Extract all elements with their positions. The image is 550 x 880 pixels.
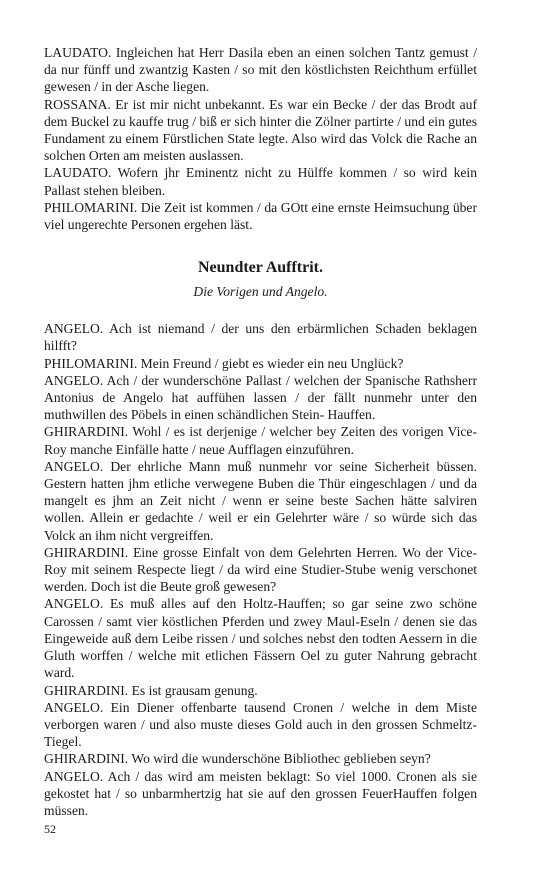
speech-block-bottom (44, 320, 477, 819)
page-number: 52 (44, 822, 56, 836)
scene-heading: Neundter Aufftrit. (197, 259, 324, 277)
scene-subheading: Die Vorigen und Angelo. (193, 284, 328, 300)
speech-rossana-1: ROSSANA. Er ist mir nicht unbekannt. Es war ein Becke / der das Brodt auf dem Buckel zu kauffe trug / biß er sich hinter die Zölner partirte / und ein gutes Fundament zu einem Fürstlichen State legte. Also wird das Volck die Rache an solchen Orten am meisten auslassen. (44, 96, 477, 164)
speech-angelo-5: ANGELO. Ein Diener offenbarte tausend Cronen / welche in dem Miste verborgen waren / und also muste dieses Gold auch in den grossen Schmeltz- Tiegel. (44, 699, 477, 750)
speech-philomarini-1: PHILOMARINI. Die Zeit ist kommen / da GOtt eine ernste Heimsuchung über viel ungerechte Personen ergehen läst. (44, 199, 477, 233)
speech-ghirardini-2: GHIRARDINI. Eine grosse Einfalt von dem Gelehrten Herren. Wo der Vice-Roy mit seinem Respecte liegt / da wird eine Studier-Stube wenig verschonet werden. Doch ist die Beute groß gewesen? (44, 544, 477, 595)
speech-laudato-1: LAUDATO. Ingleichen hat Herr Dasila eben an einen solchen Tantz gemust / da nur fünff und zwantzig Kasten / so mit den köstlichsten Reichthum erfüllet gewesen / in der Asche liegen. (44, 45, 477, 95)
speech-angelo-2: ANGELO. Ach / der wunderschöne Pallast / welchen der Spanische Rathsherr Antonius de Angelo hat auffühen lassen / der fällt nunmehr unter den muthwillen des Pöbels in einen schändlichen Stein- Hauffen. (44, 372, 477, 423)
speech-angelo-6: ANGELO. Ach / das wird am meisten beklagt: So viel 1000. Cronen als sie gekostet hat / so unbarmhertzig hat sie auf den grossen FeuerHauffen folgen müssen. (44, 768, 477, 818)
speech-block-top (44, 44, 477, 233)
page-content (44, 44, 477, 819)
speech-ghirardini-4: GHIRARDINI. Wo wird die wunderschöne Bibliothec geblieben seyn? (44, 751, 431, 767)
speech-angelo-3: ANGELO. Der ehrliche Mann muß nunmehr vor seine Sicherheit büssen. Gestern hatten jhm etliche verwegene Buben die Thür eingeschlagen / und da mangelt es jhm an Zeit nicht / wenn er seine beste Sachen hätte salviren wollen. Allein er gedachte / weil er ein Gelehrter wäre / so würde sich das Volck an ihm nicht vergreiffen. (44, 458, 477, 543)
speech-angelo-1: ANGELO. Ach ist niemand / der uns den erbärmlichen Schaden beklagen hilfft? (44, 321, 477, 354)
speech-philomarini-2: PHILOMARINI. Mein Freund / giebt es wieder ein neu Unglück? (44, 355, 404, 371)
speech-ghirardini-1: GHIRARDINI. Wohl / es ist derjenige / welcher bey Zeiten des vorigen Vice-Roy manche Einfälle hatte / neue Aufflagen einzuführen. (44, 424, 477, 457)
speech-laudato-2: LAUDATO. Wofern jhr Eminentz nicht zu Hülffe kommen / so wird kein Pallast stehen bleiben. (44, 165, 477, 198)
speech-angelo-4: ANGELO. Es muß alles auf den Holtz-Hauffen; so gar seine zwo schöne Carossen / samt vier köstlichen Pferden und zwey Maul-Eseln / denen sie das Eingeweide auß dem Leibe rissen / und solches nebst den todten Aessern in die Gluth worffen / welche mit etlichen Fässern Oel zu guter Nahrung gebracht ward. (44, 596, 477, 681)
speech-ghirardini-3: GHIRARDINI. Es ist grausam genung. (44, 682, 258, 698)
